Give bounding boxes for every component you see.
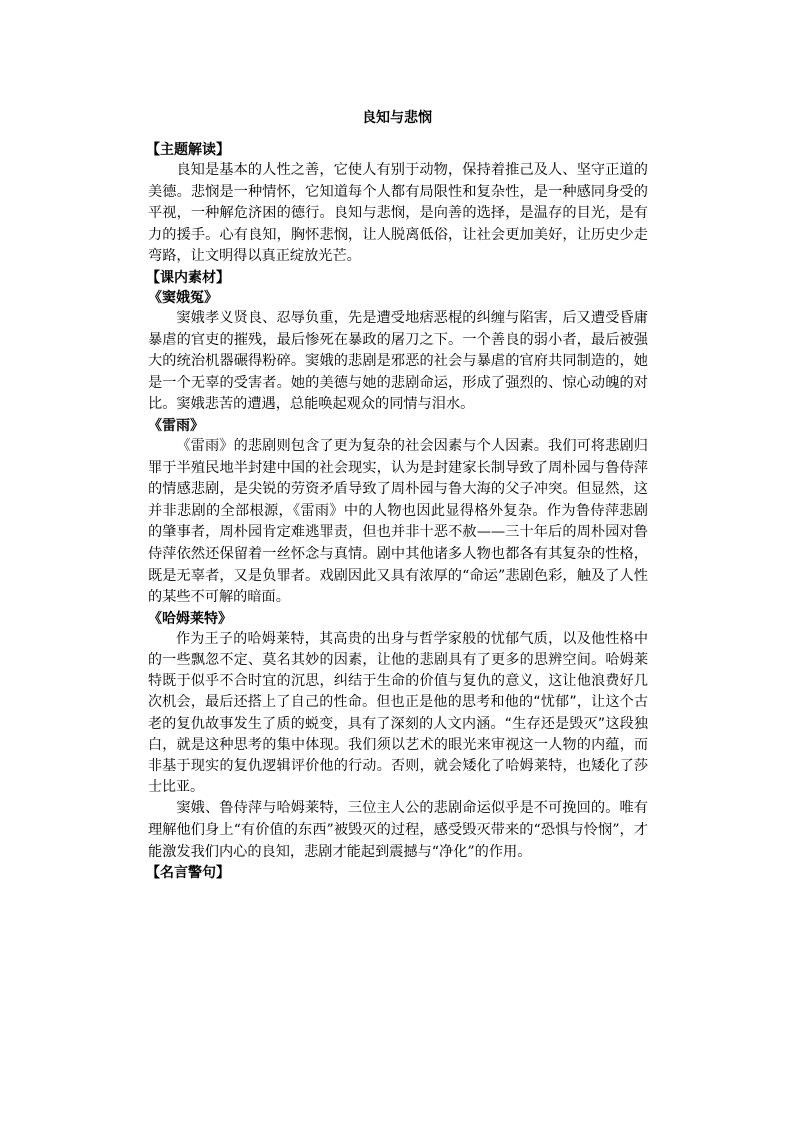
material-title-hamlet: 《哈姆莱特》 xyxy=(148,610,232,627)
document-body xyxy=(148,140,648,883)
material-title-thunderstorm: 《雷雨》 xyxy=(148,417,204,434)
materials-summary-paragraph: 窦娥、鲁侍萍与哈姆莱特，三位主人公的悲剧命运似乎是不可挽回的。唯有理解他们身上“有价值的东西”被毁灭的过程，感受毁灭带来的“恐惧与怜悯”，才能激发我们内心的良知，悲剧才能起到震撼与“净化”的作用。 xyxy=(148,800,648,860)
material-paragraph-hamlet: 作为王子的哈姆莱特，其高贵的出身与哲学家般的忧郁气质，以及他性格中的一些飘忽不定、莫名其妙的因素，让他的悲剧具有了更多的思辨空间。哈姆莱特既于似乎不合时宜的沉思，纠结于生命的价值与复仇的意义，这让他浪费好几次机会，最后还搭上了自己的性命。但也正是他的思考和他的“忧郁”，让这个古老的复仇故事发生了质的蜕变，具有了深刻的人文内涵。“生存还是毁灭”这段独白，就是这种思考的集中体现。我们须以艺术的眼光来审视这一人物的内蕴，而非基于现实的复仇逻辑评价他的行动。否则，就会矮化了哈姆莱特，也矮化了莎士比亚。 xyxy=(148,630,648,796)
material-paragraph-thunderstorm: 《雷雨》的悲剧则包含了更为复杂的社会因素与个人因素。我们可将悲剧归罪于半殖民地半封建中国的社会现实，认为是封建家长制导致了周朴园与鲁侍萍的情感悲剧，是尖锐的劳资矛盾导致了周朴园与鲁大海的父子冲突。但显然，这并非悲剧的全部根源，《雷雨》中的人物也因此显得格外复杂。作为鲁侍萍悲剧的肇事者，周朴园肯定难逃罪责，但也并非十恶不赦——三十年后的周朴园对鲁侍萍依然还保留着一丝怀念与真情。剧中其他诸多人物也都各有其复杂的性格，既是无辜者，又是负罪者。戏剧因此又具有浓厚的“命运”悲剧色彩，触及了人性的某些不可解的暗面。 xyxy=(148,437,648,606)
section-heading-theme: 【主题解读】 xyxy=(146,142,230,158)
page-title: 良知与悲悯 xyxy=(362,110,432,126)
theme-paragraph: 良知是基本的人性之善，它使人有别于动物，保持着推己及人、坚守正道的美德。悲悯是一种情怀，它知道每个人都有局限性和复杂性，是一种感同身受的平视，一种解危济困的德行。良知与悲悯，是向善的选择，是温存的目光，是有力的援手。心有良知，胸怀悲悯，让人脱离低俗，让社会更加美好，让历史少走弯路，让文明得以真正绽放光芒。 xyxy=(148,162,648,265)
material-paragraph-dou-e: 窦娥孝义贤良、忍辱负重，先是遭受地痞恶棍的纠缠与陷害，后又遭受昏庸暴虐的官吏的摧残，最后惨死在暴政的屠刀之下。一个善良的弱小者，最后被强大的统治机器碾得粉碎。窦娥的悲剧是邪恶的社会与暴虐的官府共同制造的，她是一个无辜的受害者。她的美德与她的悲剧命运，形成了强烈的、惊心动魄的对比。窦娥悲苦的遭遇，总能唤起观众的同情与泪水。 xyxy=(148,309,648,413)
section-heading-materials: 【课内素材】 xyxy=(146,269,230,286)
section-heading-quotes: 【名言警句】 xyxy=(146,865,230,882)
material-title-dou-e: 《窦娥冤》 xyxy=(148,289,218,306)
